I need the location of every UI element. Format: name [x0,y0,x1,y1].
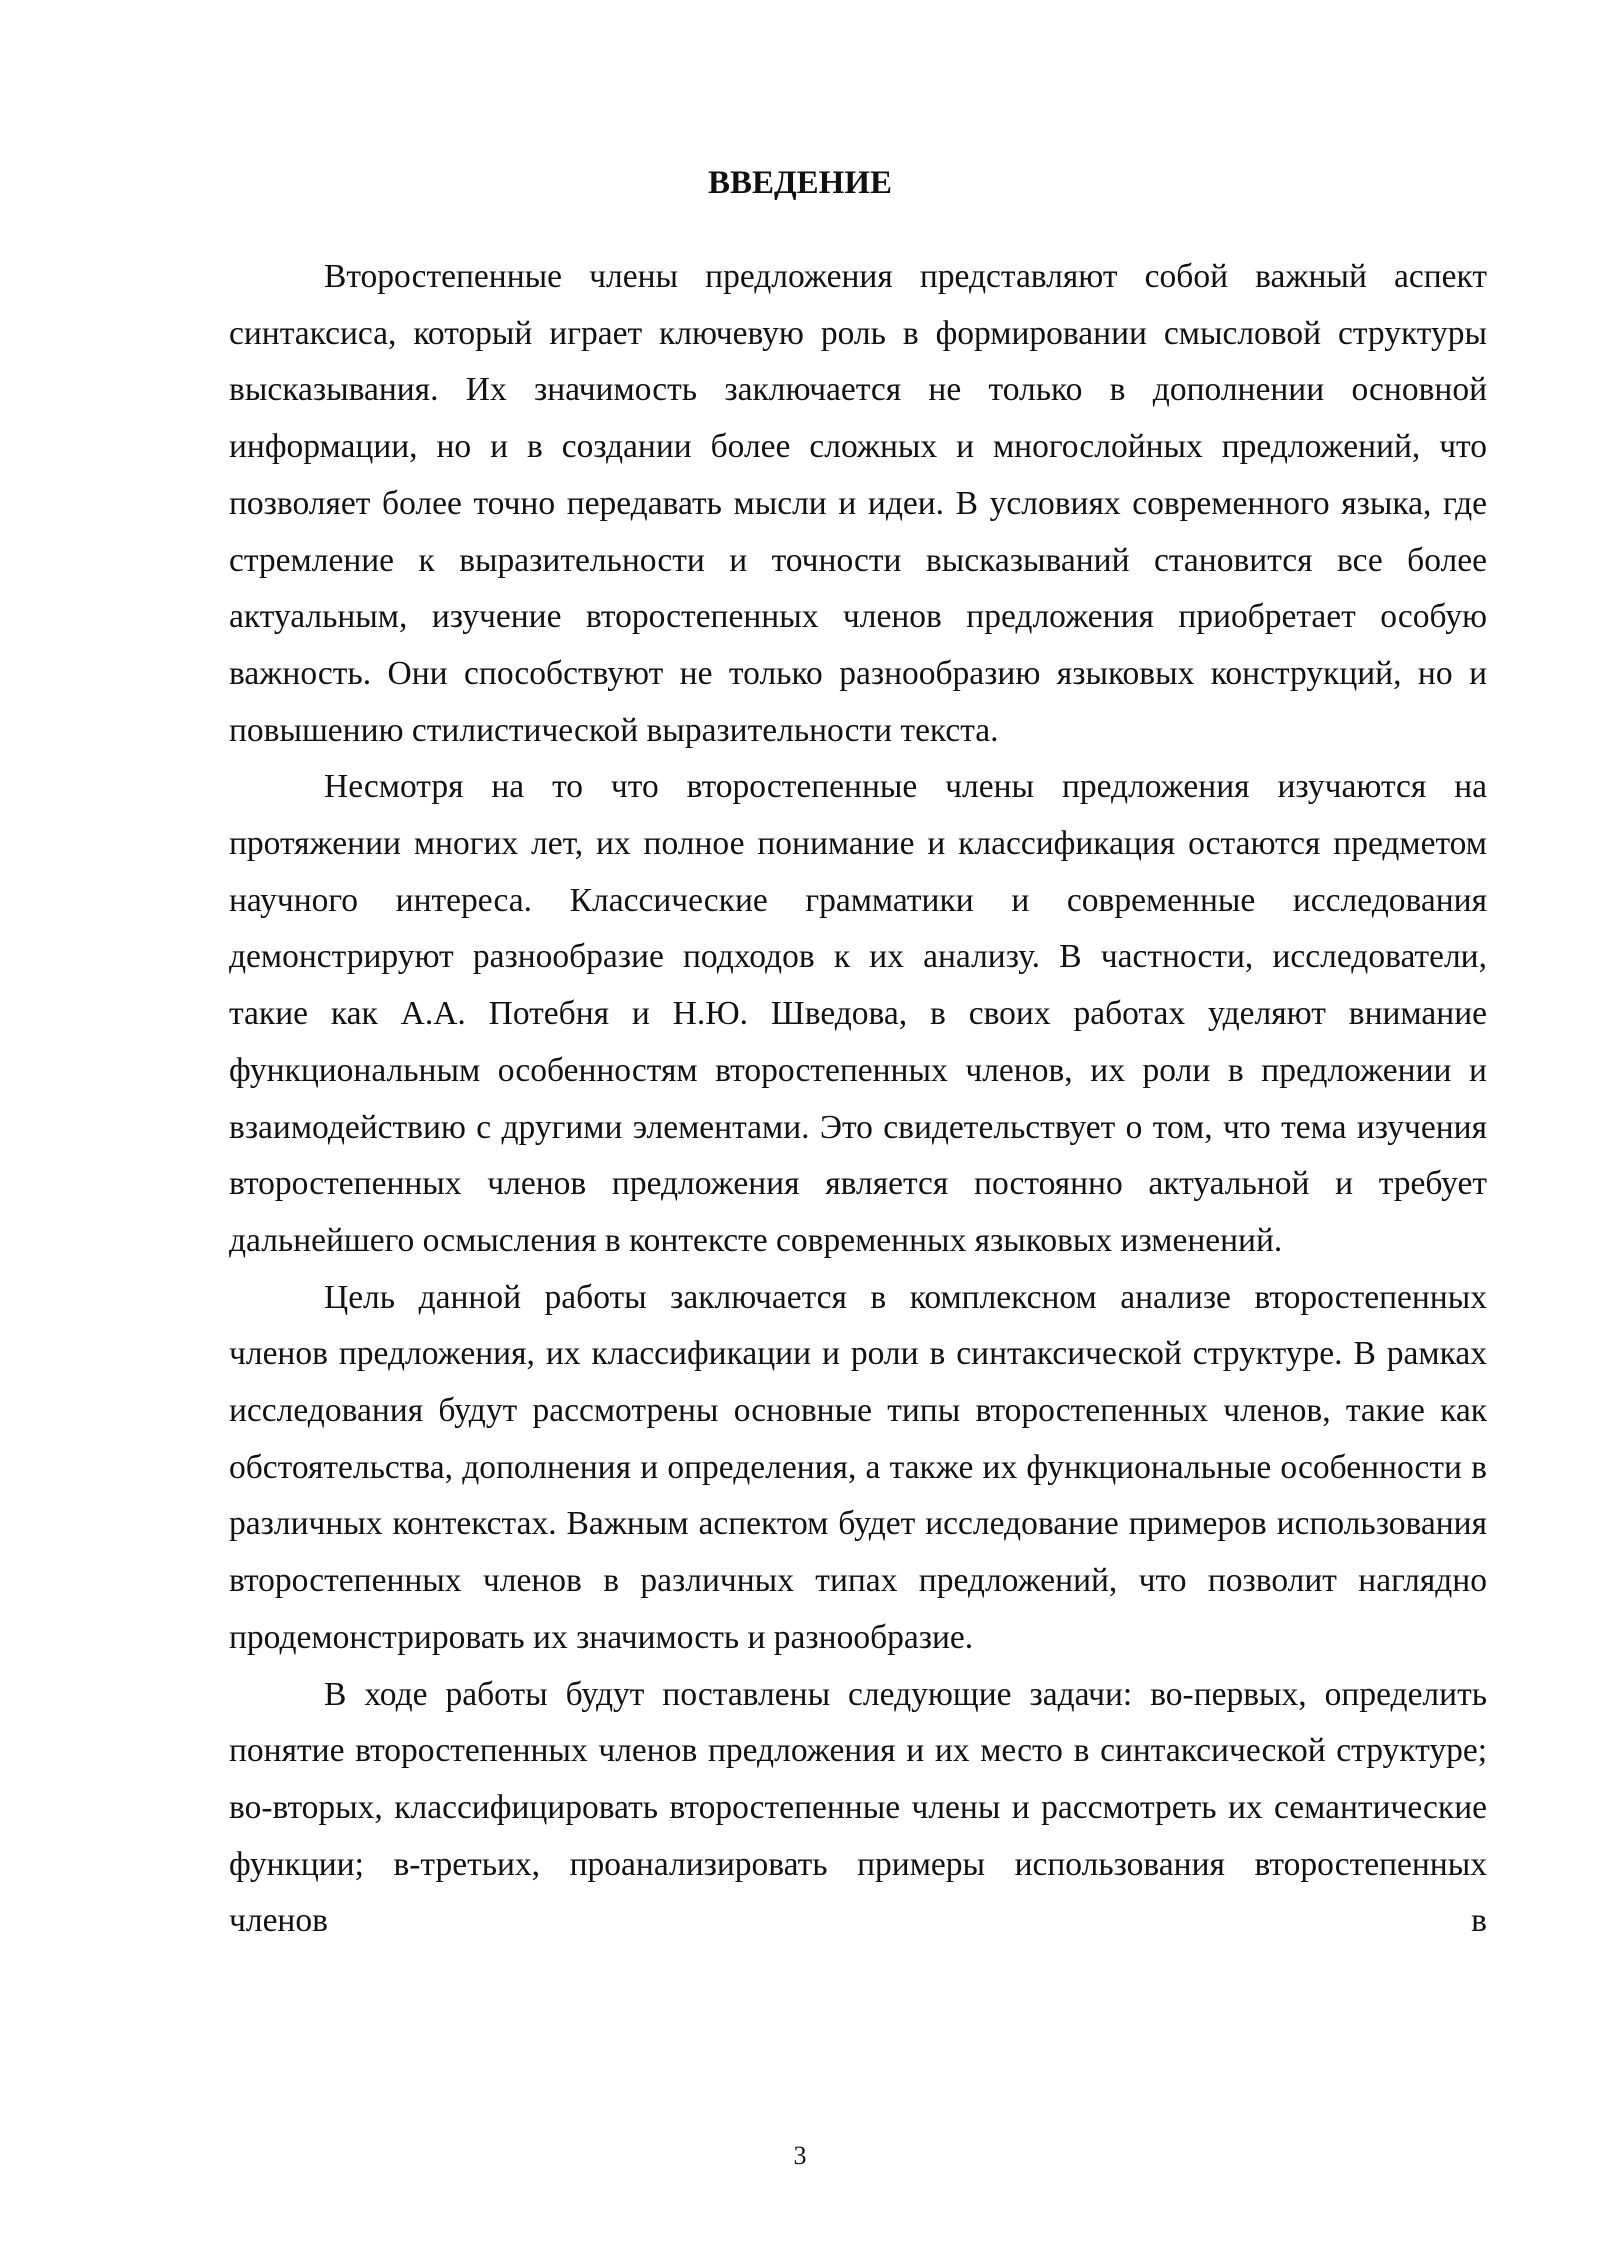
paragraph-2: Несмотря на то что второстепенные члены предложения изучаются на протяжении многих лет, их полное понимание и классификация остаются предметом научного интереса. Классические грамматики и современные исследования демонстрируют разнообразие подходов к их анализу. В частности, исследователи, такие как А.А. Потебня и Н.Ю. Шведова, в своих работах уделяют внимание функциональным особенностям второстепенных членов, их роли в предложении и взаимодействию с другими элементами. Это свидетельствует о том, что тема изучения второстепенных членов предложения является постоянно актуальной и требует дальнейшего осмысления в контексте современных языковых изменений. [229,768,1487,1259]
body-text [229,249,1487,1950]
paragraph-3: Цель данной работы заключается в комплексном анализе второстепенных членов предложения, их классификации и роли в синтаксической структуре. В рамках исследования будут рассмотрены основные типы второстепенных членов, такие как обстоятельства, дополнения и определения, а также их функциональные особенности в различных контекстах. Важным аспектом будет исследование примеров использования второстепенных членов в различных типах предложений, что позволит наглядно продемонстрировать их значимость и разнообразие. [229,1278,1487,1656]
page-number: 3 [793,2141,807,2170]
paragraph-4: В ходе работы будут поставлены следующие задачи: во-первых, определить понятие второстепенных членов предложения и их место в синтаксической структуре; во-вторых, классифицировать второстепенные члены и рассмотреть их семантические функции; в-третьих, проанализировать примеры использования второстепенных членов в [229,1675,1487,1940]
page-title: ВВЕДЕНИЕ [707,165,893,201]
paragraph-1: Второстепенные члены предложения представляют собой важный аспект синтаксиса, который играет ключевую роль в формировании смысловой структуры высказывания. Их значимость заключается не только в дополнении основной информации, но и в создании более сложных и многослойных предложений, что позволяет более точно передавать мысли и идеи. В условиях современного языка, где стремление к выразительности и точности высказываний становится все более актуальным, изучение второстепенных членов предложения приобретает особую важность. Они способствуют не только разнообразию языковых конструкций, но и повышению стилистической выразительности текста. [229,258,1487,749]
